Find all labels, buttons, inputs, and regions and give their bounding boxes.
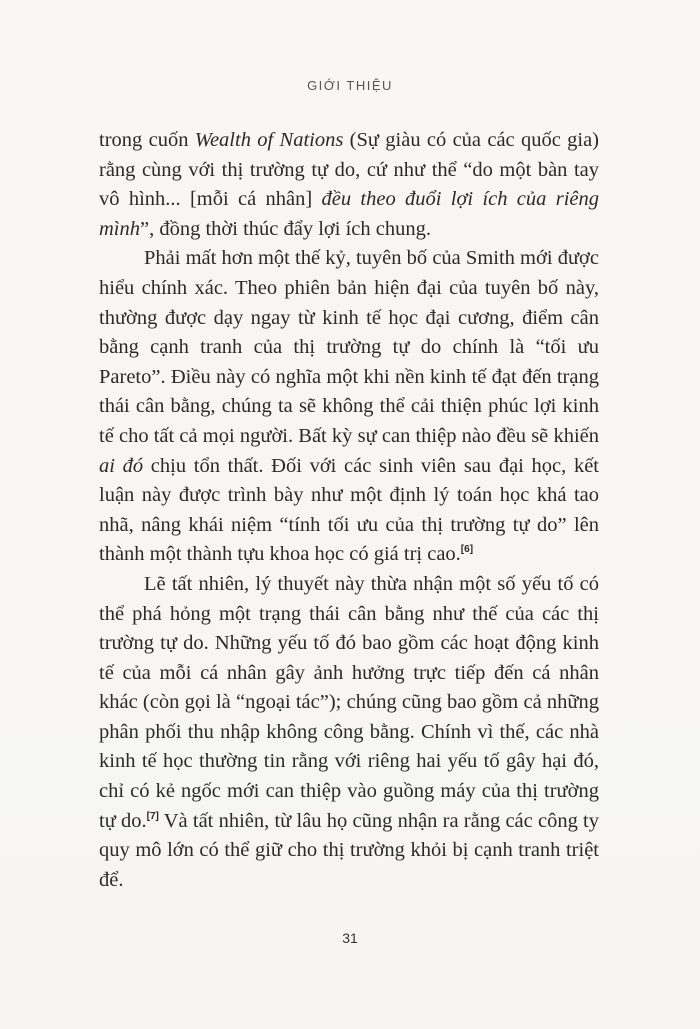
quoted-italic: đều theo đuổi lợi ích của riêng mình [99, 188, 599, 240]
running-head: GIỚI THIỆU [307, 78, 393, 93]
paragraph-2 [99, 244, 599, 570]
paragraph-3 [99, 570, 599, 896]
page-number: 31 [342, 930, 358, 946]
text-segment: Phải mất hơn một thế kỷ, tuyên bố của Smith mới được hiểu chính xác. Theo phiên bản hiện đại của tuyên bố này, thường được dạy ngay từ kinh tế học đại cương, điểm cân bằng cạnh tranh của thị trường tự do chính là “tối ưu Pareto”. Điều này có nghĩa một khi nền kinh tế đạt đến trạng thái cân bằng, chúng ta sẽ không thể cải thiện phúc lợi kinh tế cho tất cả mọi người. Bất kỳ sự can thiệp nào đều sẽ khiến [99, 247, 599, 447]
footnote-marker: [7] [146, 810, 159, 822]
emphasis-italic: ai đó [99, 454, 144, 477]
paragraph-1 [99, 126, 599, 244]
footnote-marker: [6] [460, 544, 474, 556]
book-title-italic: Wealth of Nations [194, 129, 344, 151]
text-segment: (Sự giàu có của các quốc gia) rằng cùng với thị trường tự do, cứ như thể “do một bàn tay vô hình... [mỗi cá nhân] [99, 129, 599, 211]
text-segment: trong cuốn [99, 129, 195, 151]
text-segment: Lẽ tất nhiên, lý thuyết này thừa nhận một số yếu tố có thể phá hỏng một trạng thái cân bằng như thế của các thị trường tự do. Những yếu tố đó bao gồm các hoạt động kinh tế của mỗi cá nhân gây ảnh hưởng trực tiếp đến cá nhân khác (còn gọi là “ngoại tác”); chúng cũng bao gồm cả những phân phối thu nhập không công bằng. Chính vì thế, các nhà kinh tế học thường tin rằng với riêng hai yếu tố gây hại đó, chỉ có kẻ ngốc mới can thiệp vào guồng máy của thị trường tự do. [99, 572, 599, 832]
text-segment: Và tất nhiên, từ lâu họ cũng nhận ra rằng các công ty quy mô lớn có thể giữ cho thị trường khỏi bị cạnh tranh triệt để. [99, 809, 599, 891]
body-text [99, 126, 599, 895]
text-segment: chịu tổn thất. Đối với các sinh viên sau đại học, kết luận này được trình bày như một định lý toán học khá tao nhã, nâng khái niệm “tính tối ưu của thị trường tự do” lên thành một thành tựu khoa học có giá trị cao. [99, 454, 599, 566]
text-segment: ”, đồng thời thúc đẩy lợi ích chung. [140, 217, 431, 240]
